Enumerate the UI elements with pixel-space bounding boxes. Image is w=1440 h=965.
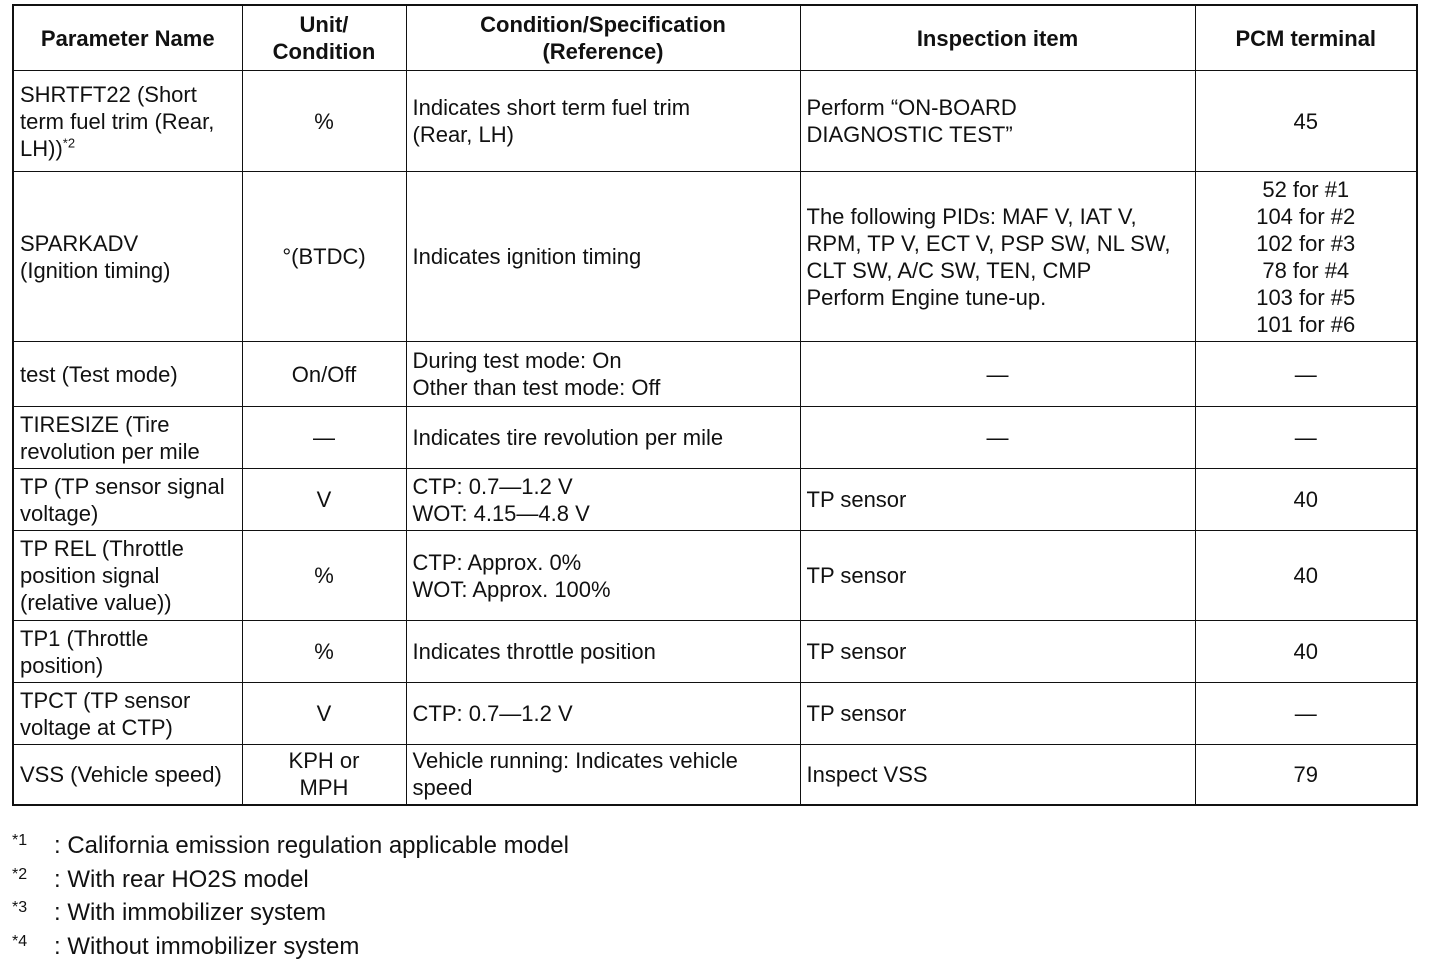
table-header-row bbox=[13, 5, 1417, 71]
table-row bbox=[13, 71, 1417, 172]
param-text: SHRTFT22 (Short term fuel trim (Rear, LH)) bbox=[20, 82, 214, 161]
footnote-text: : Without immobilizer system bbox=[54, 932, 359, 963]
cell-param: TP1 (Throttle position) bbox=[13, 621, 242, 683]
cell-condition: Indicates tire revolution per mile bbox=[406, 407, 800, 469]
table-row bbox=[13, 683, 1417, 745]
cell-pcm: 45 bbox=[1195, 71, 1417, 172]
cell-inspection: — bbox=[800, 342, 1195, 407]
cell-unit: — bbox=[242, 407, 406, 469]
cell-pcm: — bbox=[1195, 683, 1417, 745]
cell-inspection: TP sensor bbox=[800, 531, 1195, 621]
cell-pcm: 40 bbox=[1195, 621, 1417, 683]
cell-unit: On/Off bbox=[242, 342, 406, 407]
cell-inspection: Perform “ON-BOARD DIAGNOSTIC TEST” bbox=[800, 71, 1195, 172]
cell-condition: CTP: 0.7—1.2 V WOT: 4.15—4.8 V bbox=[406, 469, 800, 531]
cell-inspection: Inspect VSS bbox=[800, 745, 1195, 805]
header-pcm-terminal: PCM terminal bbox=[1195, 5, 1417, 71]
header-condition-specification: Condition/Specification (Reference) bbox=[406, 5, 800, 71]
footnote-mark: *4 bbox=[12, 927, 54, 958]
cell-unit: % bbox=[242, 531, 406, 621]
cell-condition: CTP: 0.7—1.2 V bbox=[406, 683, 800, 745]
cell-param: TP REL (Throttle position signal (relative value)) bbox=[13, 531, 242, 621]
cell-unit: V bbox=[242, 469, 406, 531]
cell-unit: °(BTDC) bbox=[242, 172, 406, 342]
header-unit-condition: Unit/ Condition bbox=[242, 5, 406, 71]
cell-pcm: — bbox=[1195, 407, 1417, 469]
footnote-item bbox=[12, 898, 569, 932]
footnote-text: : With immobilizer system bbox=[54, 898, 326, 929]
table-row bbox=[13, 172, 1417, 342]
cell-unit: V bbox=[242, 683, 406, 745]
table-row bbox=[13, 531, 1417, 621]
cell-param: test (Test mode) bbox=[13, 342, 242, 407]
cell-pcm: 79 bbox=[1195, 745, 1417, 805]
cell-condition: Indicates ignition timing bbox=[406, 172, 800, 342]
cell-param bbox=[13, 71, 242, 172]
table-row bbox=[13, 407, 1417, 469]
table-row bbox=[13, 469, 1417, 531]
cell-param: VSS (Vehicle speed) bbox=[13, 745, 242, 805]
cell-condition: Vehicle running: Indicates vehicle speed bbox=[406, 745, 800, 805]
cell-unit: KPH or MPH bbox=[242, 745, 406, 805]
cell-param: TIRESIZE (Tire revolution per mile bbox=[13, 407, 242, 469]
header-parameter-name: Parameter Name bbox=[13, 5, 242, 71]
cell-pcm: 40 bbox=[1195, 469, 1417, 531]
table-row bbox=[13, 342, 1417, 407]
footnote-item bbox=[12, 831, 569, 865]
cell-param: SPARKADV (Ignition timing) bbox=[13, 172, 242, 342]
table-row bbox=[13, 621, 1417, 683]
cell-pcm: — bbox=[1195, 342, 1417, 407]
header-inspection-item: Inspection item bbox=[800, 5, 1195, 71]
footnotes bbox=[12, 831, 569, 965]
footnote-text: : With rear HO2S model bbox=[54, 865, 309, 896]
cell-inspection: TP sensor bbox=[800, 469, 1195, 531]
cell-condition: Indicates short term fuel trim (Rear, LH) bbox=[406, 71, 800, 172]
footnote-item bbox=[12, 865, 569, 899]
cell-pcm: 40 bbox=[1195, 531, 1417, 621]
footnote-mark: *2 bbox=[12, 860, 54, 891]
table-row bbox=[13, 745, 1417, 805]
cell-inspection: TP sensor bbox=[800, 683, 1195, 745]
cell-condition: During test mode: On Other than test mode: Off bbox=[406, 342, 800, 407]
cell-condition: CTP: Approx. 0% WOT: Approx. 100% bbox=[406, 531, 800, 621]
footnote-item bbox=[12, 932, 569, 965]
parameter-table bbox=[12, 4, 1418, 806]
cell-inspection: TP sensor bbox=[800, 621, 1195, 683]
footnote-mark: *1 bbox=[12, 826, 54, 857]
cell-unit: % bbox=[242, 621, 406, 683]
footnote-ref: *2 bbox=[63, 135, 75, 150]
cell-param: TP (TP sensor signal voltage) bbox=[13, 469, 242, 531]
cell-condition: Indicates throttle position bbox=[406, 621, 800, 683]
cell-inspection: The following PIDs: MAF V, IAT V, RPM, TP V, ECT V, PSP SW, NL SW, CLT SW, A/C SW, TEN, CMP Perform Engine tune-up. bbox=[800, 172, 1195, 342]
cell-unit: % bbox=[242, 71, 406, 172]
cell-param: TPCT (TP sensor voltage at CTP) bbox=[13, 683, 242, 745]
cell-inspection: — bbox=[800, 407, 1195, 469]
footnote-text: : California emission regulation applicable model bbox=[54, 831, 569, 862]
cell-pcm: 52 for #1 104 for #2 102 for #3 78 for #4 103 for #5 101 for #6 bbox=[1195, 172, 1417, 342]
footnote-mark: *3 bbox=[12, 893, 54, 924]
